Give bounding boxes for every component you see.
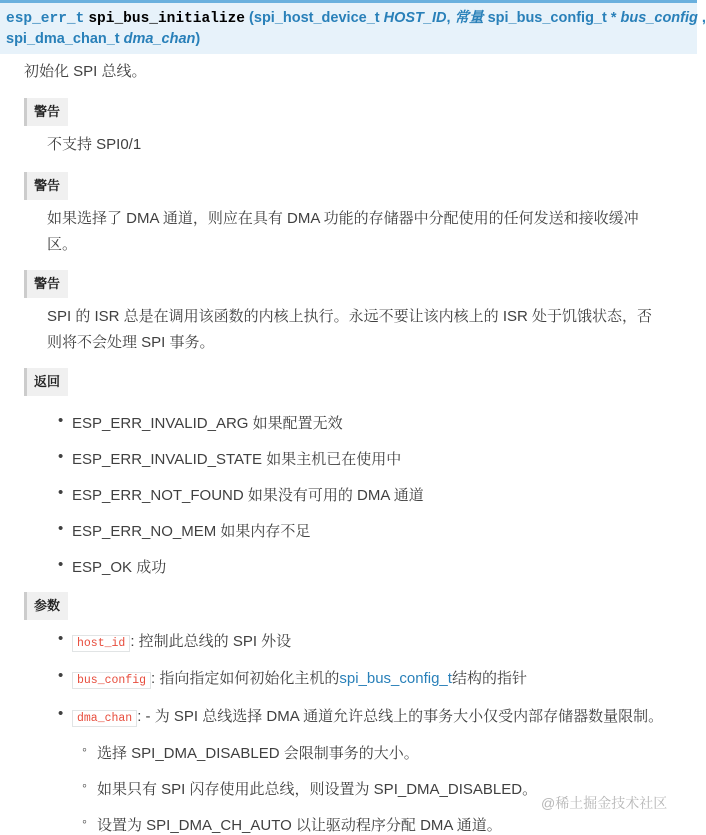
warning-text-3-line1: SPI 的 ISR 总是在调用该函数的内核上执行。永远不要让该内核上的 ISR 处于饥饿状态，否: [47, 308, 653, 325]
warning-text-2: [47, 206, 687, 258]
list-item: ◦ 如果只有 SPI 闪存使用此总线，则设置为 SPI_DMA_DISABLED。: [82, 777, 538, 798]
warning-text-3-line2: 则将不会处理 SPI 事务。: [47, 334, 215, 351]
function-signature: [0, 0, 706, 54]
param-desc-host-id: : 控制此总线的 SPI 外设: [130, 633, 292, 650]
param-code-dma-chan: dma_chan: [72, 710, 137, 727]
param1-name: HOST_ID: [383, 10, 447, 26]
warning-label-3: 警告: [24, 270, 68, 298]
param-item-bus-config: • bus_config : 指向指定如何初始化主机的spi_bus_config_t结构的指针: [58, 667, 527, 687]
warning-text-2-line1: 如果选择了 DMA 通道，则应在具有 DMA 功能的存储器中分配使用的任何发送和接收缓冲: [47, 210, 639, 227]
param2-name: bus_config: [620, 10, 698, 26]
separator-2: ,: [701, 10, 706, 26]
param-code-bus-config: bus_config: [72, 672, 151, 689]
function-name: spi_bus_initialize: [88, 11, 245, 27]
list-item: ◦ 选择 SPI_DMA_DISABLED 会限制事务的大小。: [82, 741, 419, 762]
param1-type[interactable]: spi_host_device_t: [253, 10, 380, 26]
list-item: • ESP_ERR_INVALID_STATE 如果主机已在使用中: [58, 448, 402, 468]
param3-name: dma_chan: [123, 31, 196, 47]
const-keyword: 常量: [454, 10, 484, 26]
param-desc-bus-config-before: : 指向指定如何初始化主机的: [151, 670, 340, 687]
separator-1: ,: [446, 10, 451, 26]
close-paren: ): [195, 31, 201, 47]
param-desc-bus-config-after: 结构的指针: [451, 670, 527, 687]
param2-type[interactable]: spi_bus_config_t: [487, 10, 607, 26]
params-label: 参数: [24, 592, 68, 620]
param-item-dma-chan: • dma_chan : - 为 SPI 总线选择 DMA 通道允许总线上的事务大小仅受内部存储器数量限制。: [58, 705, 664, 725]
list-item: ◦ 设置为 SPI_DMA_CH_AUTO 以让驱动程序分配 DMA 通道。: [82, 813, 502, 834]
warning-label-1: 警告: [24, 98, 68, 126]
spi-bus-config-link[interactable]: spi_bus_config_t: [339, 670, 452, 687]
return-type[interactable]: esp_err_t: [6, 11, 85, 27]
open-paren: (: [249, 10, 254, 26]
pointer-star: *: [610, 10, 617, 26]
function-description: 初始化 SPI 总线。: [24, 63, 147, 80]
watermark: @稀土掘金技术社区: [541, 795, 668, 811]
returns-label: 返回: [24, 368, 68, 396]
warning-text-2-line2: 区。: [47, 236, 78, 253]
param-item-host-id: • host_id : 控制此总线的 SPI 外设: [58, 630, 292, 650]
param3-type[interactable]: spi_dma_chan_t: [6, 31, 120, 47]
param-desc-dma-chan: : - 为 SPI 总线选择 DMA 通道允许总线上的事务大小仅受内部存储器数量限制。: [137, 708, 664, 725]
signature-line-1: [6, 8, 706, 29]
warning-text-3: [47, 304, 687, 356]
warning-text-1: 不支持 SPI0/1: [47, 136, 142, 153]
warning-label-2: 警告: [24, 172, 68, 200]
list-item: • ESP_ERR_NO_MEM 如果内存不足: [58, 520, 311, 540]
param-code-host-id: host_id: [72, 635, 130, 652]
list-item: • ESP_OK 成功: [58, 556, 167, 576]
list-item: • ESP_ERR_INVALID_ARG 如果配置无效: [58, 412, 343, 432]
list-item: • ESP_ERR_NOT_FOUND 如果没有可用的 DMA 通道: [58, 484, 424, 504]
signature-line-2: [6, 29, 691, 49]
